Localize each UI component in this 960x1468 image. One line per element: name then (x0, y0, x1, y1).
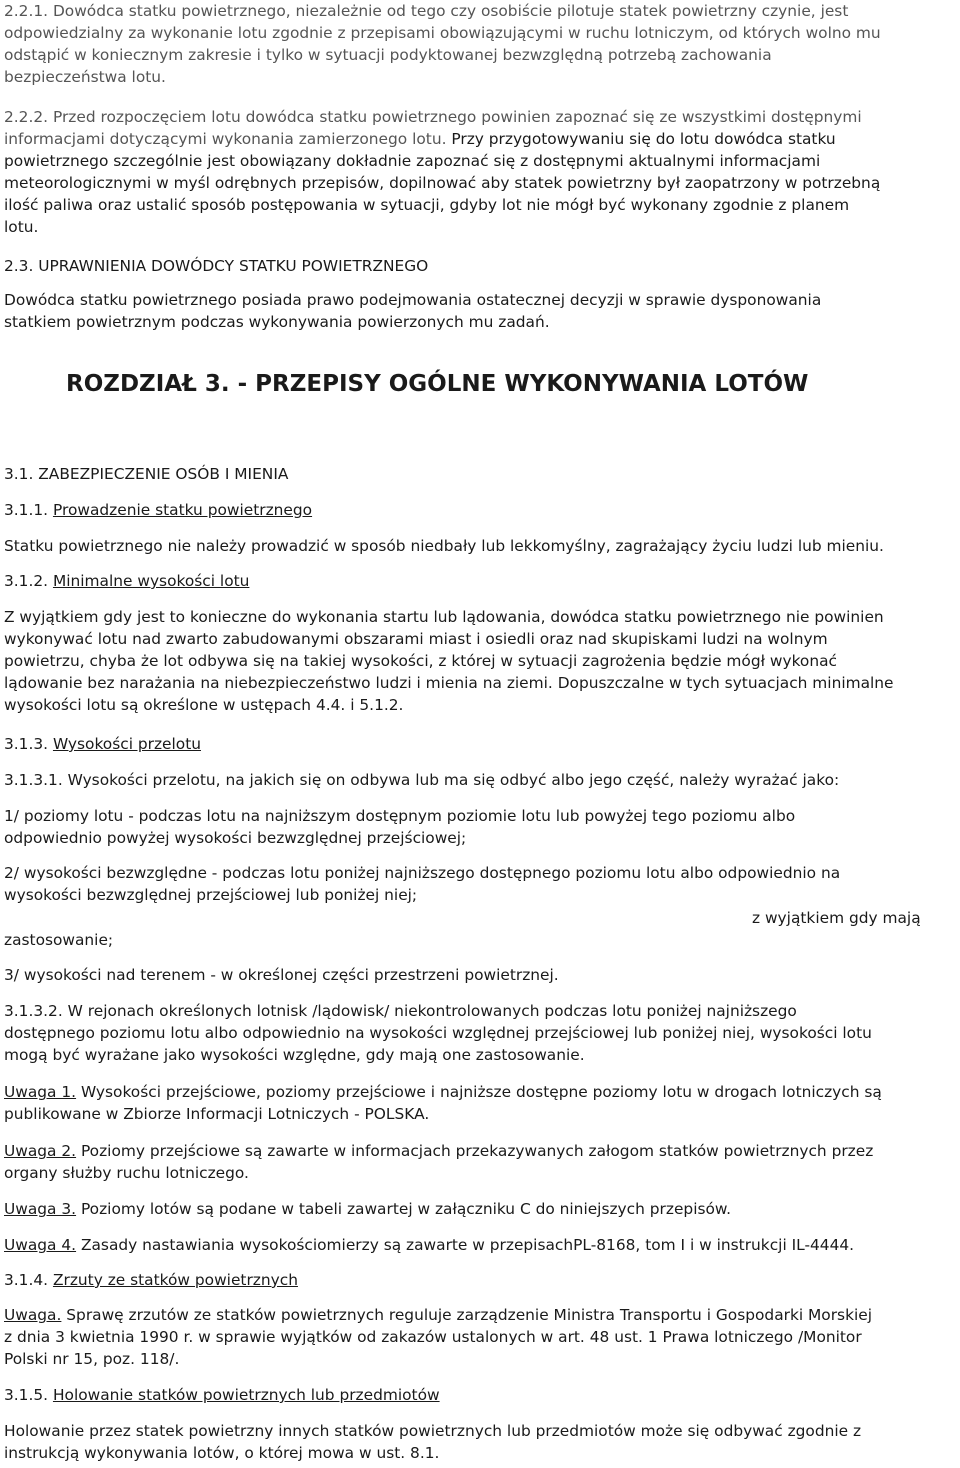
note-4 (4, 1234, 854, 1256)
para-2-2-1-line: 2.2.1. Dowódca statku powietrznego, niezależnie od tego czy osobiście pilotuje statek powietrzny czynie, jest (4, 2, 849, 20)
subsection-title: Zrzuty ze statków powietrznych (52, 1271, 298, 1289)
subsection-number: 3.1.4. (4, 1271, 53, 1289)
para-2-2-1-line: odstąpić w koniecznym zakresie i tylko w sytuacji podyktowanej bezwzględną potrzebą zachowania (4, 46, 772, 64)
para-3-1-2-line: wysokości lotu są określone w ustępach 4.4. i 5.1.2. (4, 696, 404, 714)
note-2-line (4, 1140, 873, 1162)
chapter-heading: ROZDZIAŁ 3. - PRZEPISY OGÓLNE WYKONYWANIA LOTÓW (66, 371, 809, 397)
subsection-title: Holowanie statków powietrznych lub przedmiotów (52, 1386, 440, 1404)
subsection-number: 3.1.5. (4, 1386, 53, 1404)
subsection-title: Prowadzenie statku powietrznego (52, 501, 313, 519)
para-3-1-2-line: Z wyjątkiem gdy jest to konieczne do wykonania startu lub lądowania, dowódca statku powietrznego nie powinien (4, 608, 884, 626)
list-item-1-line: odpowiednio powyżej wysokości bezwzględnej przejściowej; (4, 829, 467, 847)
list-item-2-line: 2/ wysokości bezwzględne - podczas lotu poniżej najniższego dostępnego poziomu lotu albo odpowiednio na (4, 864, 841, 882)
para-2-3-line: statkiem powietrznym podczas wykonywania powierzonych mu zadań. (4, 313, 550, 331)
para-3-1-3-2-line: dostępnego poziomu lotu albo odpowiednio na wysokości względnej przejściowej lub poniżej niej, wysokości lotu (4, 1024, 872, 1042)
para-2-2-2-line: powietrznego szczególnie jest obowiązany dokładnie zapoznać się z dostępnymi aktualnymi informacjami (4, 152, 821, 170)
para-2-2-1-line: odpowiedzialny za wykonanie lotu zgodnie z przepisami obowiązującymi w ruchu lotniczym, od których wolno mu (4, 24, 881, 42)
subsection-heading-3-1-5 (4, 1384, 440, 1406)
para-2-3-line: Dowódca statku powietrznego posiada prawo podejmowania ostatecznej decyzji w sprawie dysponowania (4, 291, 822, 309)
para-2-2-2-line (4, 128, 836, 150)
para-2-2-1-line: bezpieczeństwa lotu. (4, 68, 166, 86)
note-text: Wysokości przejściowe, poziomy przejściowe i najniższe dostępne poziomy lotu w drogach lotniczych są (76, 1083, 882, 1101)
para-3-1-2-line: wykonywać lotu nad zwarto zabudowanymi obszarami miast i osiedli oraz nad skupiskami ludzi na wolnym (4, 630, 828, 648)
subsection-number: 3.1.2. (4, 572, 53, 590)
section-heading-3-1: 3.1. ZABEZPIECZENIE OSÓB I MIENIA (4, 465, 289, 483)
para-3-1-2-line: powietrzu, chyba że lot odbywa się na takiej wysokości, z której w sytuacji zagrożenia będzie mógł wykonać (4, 652, 837, 670)
para-3-1-3-2-line: mogą być wyrażane jako wysokości względne, gdy mają one zastosowanie. (4, 1046, 585, 1064)
note-label: Uwaga 4. (4, 1236, 77, 1254)
subsection-heading-3-1-4 (4, 1269, 298, 1291)
subsection-heading-3-1-2 (4, 570, 249, 592)
para-3-1-5-line: Holowanie przez statek powietrzny innych statków powietrznych lub przedmiotów może się odbywać zgodnie z (4, 1422, 862, 1440)
para-3-1-3-2-line: 3.1.3.2. W rejonach określonych lotnisk /lądowisk/ niekontrolowanych podczas lotu poniżej najniższego (4, 1002, 797, 1020)
list-item-2-tail-left: zastosowanie; (4, 931, 114, 949)
subsection-title: Wysokości przelotu (52, 735, 201, 753)
para-2-2-2-line: 2.2.2. Przed rozpoczęciem lotu dowódca statku powietrznego powinien zapoznać się ze wszystkimi dostępnymi (4, 108, 862, 126)
note-label: Uwaga. (4, 1306, 62, 1324)
subsection-number: 3.1.1. (4, 501, 53, 519)
para-2-2-2-line: meteorologicznymi w myśl odrębnych przepisów, dopilnować aby statek powietrzny był zaopatrzony w potrzebną (4, 174, 881, 192)
list-item-1-line: 1/ poziomy lotu - podczas lotu na najniższym dostępnym poziomie lotu lub powyżej tego poziomu albo (4, 807, 796, 825)
note-text: Poziomy przejściowe są zawarte w informacjach przekazywanych załogom statków powietrznych przez (76, 1142, 874, 1160)
note-3 (4, 1198, 731, 1220)
note-label: Uwaga 2. (4, 1142, 77, 1160)
note-2-line: organy służby ruchu lotniczego. (4, 1164, 249, 1182)
list-item-2-line: wysokości bezwzględnej przejściowej lub poniżej niej; (4, 886, 418, 904)
list-item-3: 3/ wysokości nad terenem - w określonej części przestrzeni powietrznej. (4, 966, 559, 984)
note-1-line: publikowane w Zbiorze Informacji Lotniczych - POLSKA. (4, 1105, 430, 1123)
note-label: Uwaga 1. (4, 1083, 77, 1101)
para-2-2-2-cont: Przy przygotowywaniu się do lotu dowódca statku (446, 130, 836, 148)
note-line: Polski nr 15, poz. 118/. (4, 1350, 180, 1368)
subsection-heading-3-1-1 (4, 499, 312, 521)
note-text: Sprawę zrzutów ze statków powietrznych reguluje zarządzenie Ministra Transportu i Gospodarki Morskiej (61, 1306, 873, 1324)
para-3-1-5-line: instrukcją wykonywania lotów, o której mowa w ust. 8.1. (4, 1444, 440, 1462)
note-line: z dnia 3 kwietnia 1990 r. w sprawie wyjątków od zakazów ustalonych w art. 48 ust. 1 Prawa lotniczego /Monitor (4, 1328, 862, 1346)
para-2-2-2-line: ilość paliwa oraz ustalić sposób postępowania w sytuacji, gdyby lot nie mógł być wykonany zgodnie z planem (4, 196, 850, 214)
note-label: Uwaga 3. (4, 1200, 77, 1218)
para-3-1-3-1: 3.1.3.1. Wysokości przelotu, na jakich się on odbywa lub ma się odbyć albo jego część, należy wyrażać jako: (4, 771, 840, 789)
note-1-line (4, 1081, 882, 1103)
subsection-heading-3-1-3 (4, 733, 201, 755)
para-2-2-2-grey-span: informacjami dotyczącymi wykonania zamierzonego lotu. (4, 130, 447, 148)
note-line (4, 1304, 872, 1326)
subsection-title: Minimalne wysokości lotu (52, 572, 250, 590)
subsection-number: 3.1.3. (4, 735, 53, 753)
section-heading-2-3: 2.3. UPRAWNIENIA DOWÓDCY STATKU POWIETRZNEGO (4, 257, 429, 275)
note-text: Zasady nastawiania wysokościomierzy są zawarte w przepisachPL-8168, tom I i w instrukcji IL-4444. (76, 1236, 855, 1254)
list-item-2-tail-right: z wyjątkiem gdy mają (752, 909, 921, 927)
para-2-2-2-line: lotu. (4, 218, 39, 236)
para-3-1-1: Statku powietrznego nie należy prowadzić w sposób niedbały lub lekkomyślny, zagrażający życiu ludzi lub mieniu. (4, 537, 884, 555)
para-3-1-2-line: lądowanie bez narażania na niebezpieczeństwo ludzi i mienia na ziemi. Dopuszczalne w tych sytuacjach minimalne (4, 674, 894, 692)
note-text: Poziomy lotów są podane w tabeli zawartej w załączniku C do niniejszych przepisów. (76, 1200, 731, 1218)
